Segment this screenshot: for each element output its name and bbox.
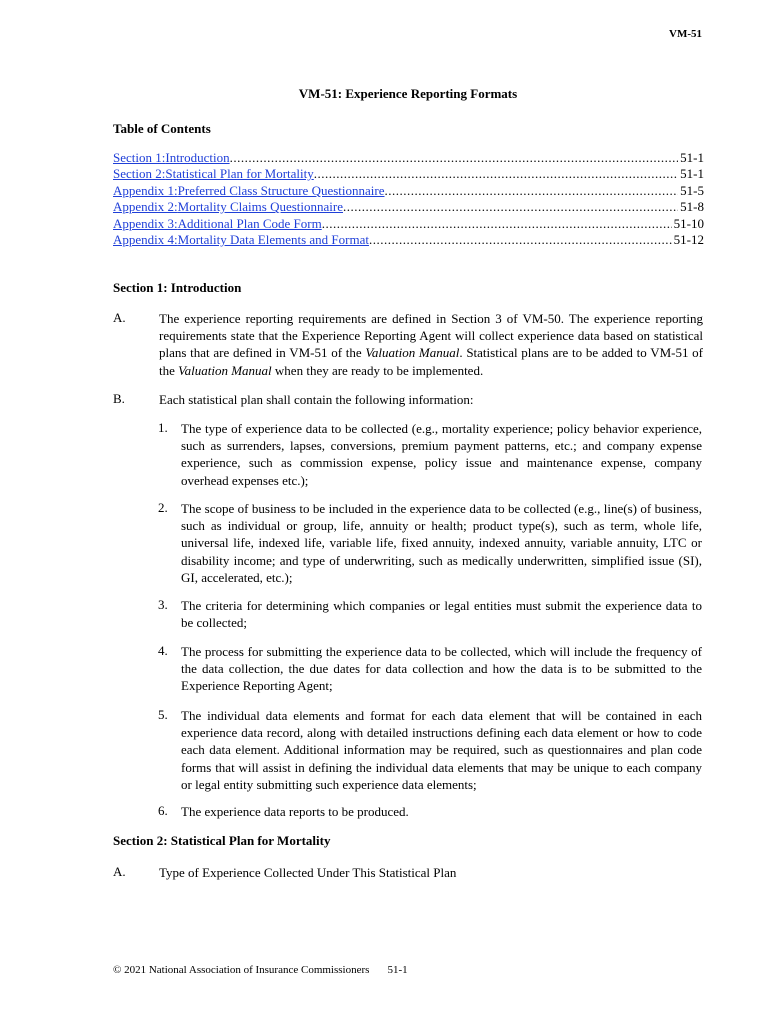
toc-link-label[interactable]: Appendix 3:: [113, 215, 178, 231]
toc-entry: [113, 232, 704, 248]
list-item-number: 4.: [158, 643, 168, 658]
toc-leader-dots: [322, 216, 672, 232]
list-item-number: 2.: [158, 500, 168, 515]
toc-link-title[interactable]: Preferred Class Structure Questionnaire: [177, 182, 385, 198]
footer-page-number: 51-1: [387, 964, 408, 976]
section-1-heading: Section 1: Introduction: [113, 280, 242, 295]
toc-page-number: 51-8: [680, 199, 704, 215]
toc-page-number: 51-1: [680, 166, 704, 182]
list-item-text: The scope of business to be included in the experience data to be collected (e.g., line(s) of business, such as individual or group, life, annuity or health; product type(s), such as term, whole life, universal life, indexed life, variable life, fixed annuity, indexed annuity, variable annuity, LTC or disability income; and type of underwriting, such as medically underwritten, simplified issue (SI), GI, accelerated, etc.);: [181, 501, 702, 585]
document-title: VM-51: Experience Reporting Formats: [298, 86, 518, 101]
toc-leader-dots: [343, 199, 678, 215]
toc-leader-dots: [314, 166, 678, 182]
toc-link-label[interactable]: Appendix 2:: [113, 199, 178, 215]
toc-link-label[interactable]: Appendix 1:: [113, 182, 178, 198]
toc-entry: [113, 166, 704, 182]
list-item-text: The process for submitting the experience data to be collected, which will include the frequency of the data collection, the due dates for data collection and how the data is to be submitted to the Experience Reporting Agent;: [181, 644, 702, 694]
italic-manual-title: Valuation Manual: [365, 345, 460, 361]
toc-page-number: 51-1: [680, 150, 704, 165]
toc-leader-dots: [230, 150, 679, 166]
list-item-text: The experience data reports to be produced.: [181, 804, 409, 819]
list-item-number: 5.: [158, 707, 168, 722]
toc-link-title[interactable]: Mortality Claims Questionnaire: [177, 199, 344, 215]
toc-page-number: 51-10: [673, 215, 704, 231]
toc-link-label[interactable]: Section 1:: [113, 150, 166, 165]
list-item-number: 1.: [158, 420, 168, 435]
list-item-text: The criteria for determining which companies or legal entities must submit the experience data to be collected;: [181, 598, 702, 631]
toc-leader-dots: [369, 232, 672, 248]
list-item-text: The individual data elements and format for each data element that will be contained in each experience data record, along with detailed instructions defining each data element or how to code each data element. Additional information may be required, such as questionnaires and plan code forms that will assist in defining the individual data elements that may be unique to each company or legal entity submitting such experience data elements;: [181, 708, 702, 792]
toc-entry: [113, 199, 704, 215]
toc-link-title[interactable]: Statistical Plan for Mortality: [165, 166, 314, 182]
list-item-number: 6.: [158, 803, 168, 818]
section-2-heading: Section 2: Statistical Plan for Mortality: [113, 833, 331, 848]
toc-page-number: 51-5: [680, 182, 704, 198]
paragraph-body: The experience reporting requirements are defined in Section 3 of VM-50. The experience reporting requirements state that the Experience Reporting Agent will collect experience data based on statistical plans that are defined in VM-51 of the Valuation Manual. Statistical plans are to be added to VM-51 of the Valuation Manual when they are ready to be implemented.: [159, 311, 704, 378]
copyright-notice: © 2021 National Association of Insurance Commissioners: [113, 964, 370, 976]
paragraph-letter: B.: [113, 391, 125, 406]
toc-link-title[interactable]: Mortality Data Elements and Format: [177, 231, 369, 247]
italic-manual-title: Valuation Manual: [178, 362, 272, 378]
list-item-text: The type of experience data to be collected (e.g., mortality experience; policy behavior experience, such as surrenders, lapses, conversions, premium payment patterns, etc.; and company expense experience, such as commission expense, policy issue and maintenance expense, company overhead expenses etc.);: [181, 421, 702, 488]
page-footer: [113, 964, 408, 976]
paragraph-body: Type of Experience Collected Under This Statistical Plan: [159, 865, 457, 880]
toc-page-number: 51-12: [673, 231, 704, 247]
toc-leader-dots: [385, 183, 679, 199]
toc-entry: [113, 216, 704, 232]
table-of-contents: [113, 150, 704, 248]
paragraph-body: Each statistical plan shall contain the following information:: [159, 392, 474, 407]
toc-entry: [113, 183, 704, 199]
toc-link-title[interactable]: Introduction: [165, 150, 230, 165]
paragraph-letter: A.: [113, 310, 126, 325]
toc-link-label[interactable]: Appendix 4:: [113, 231, 178, 247]
toc-link-label[interactable]: Section 2:: [113, 166, 166, 182]
toc-entry: [113, 150, 704, 166]
toc-link-title[interactable]: Additional Plan Code Form: [177, 215, 322, 231]
list-item-number: 3.: [158, 597, 168, 612]
toc-heading: Table of Contents: [113, 121, 211, 136]
running-header: VM-51: [669, 28, 702, 40]
paragraph-letter: A.: [113, 864, 126, 879]
